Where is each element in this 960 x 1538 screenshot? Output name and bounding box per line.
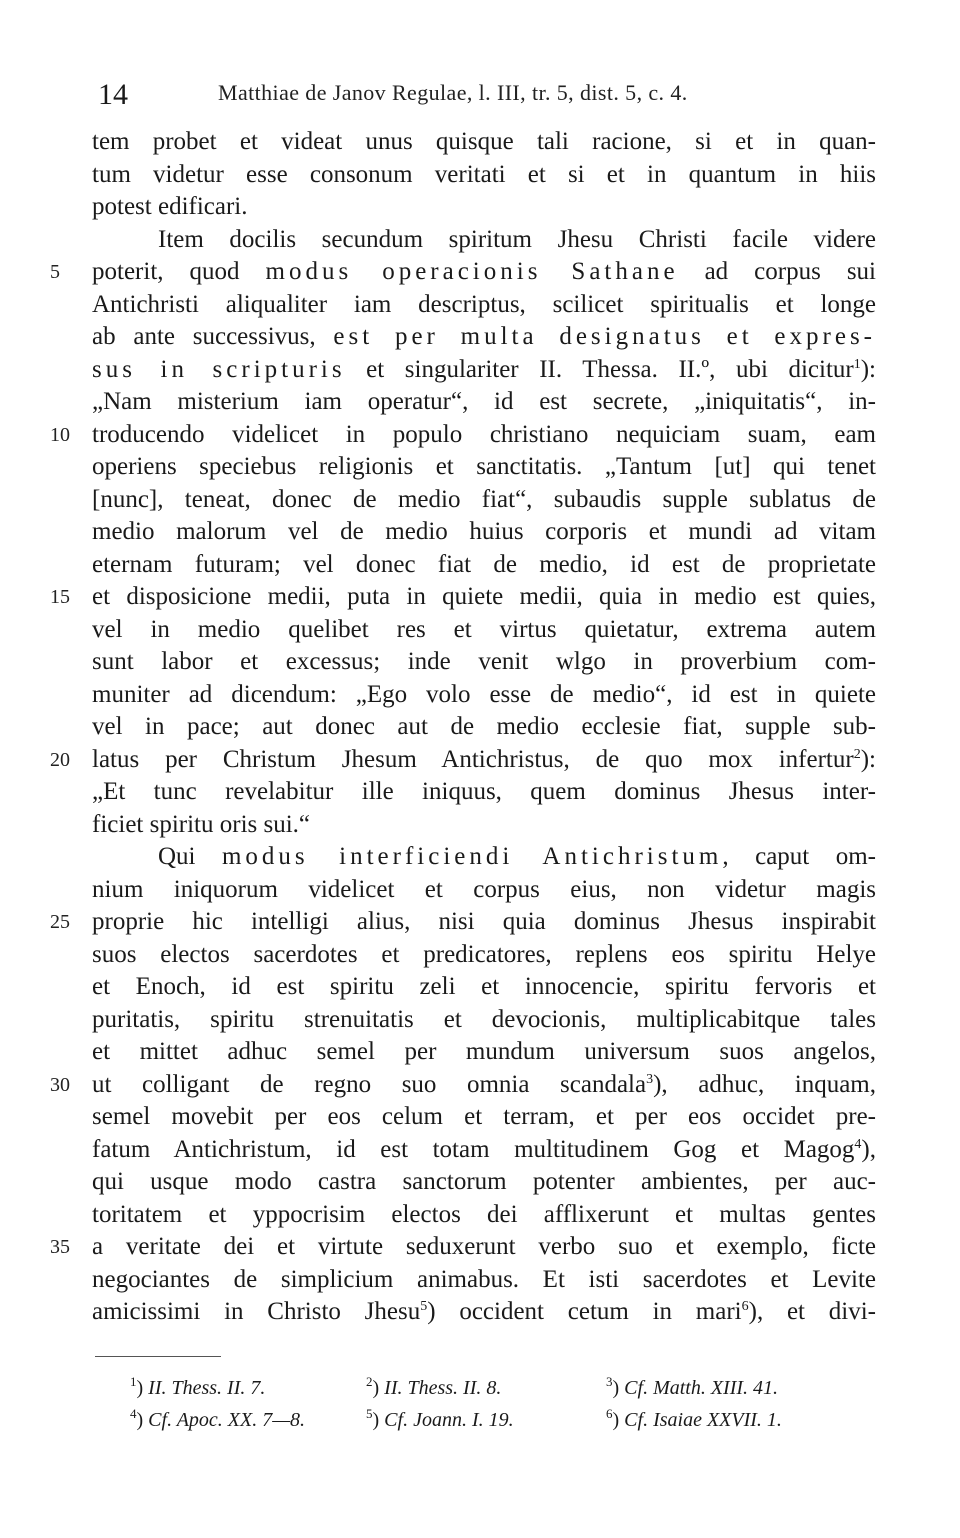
text-line: vel in pace; aut donec aut de medio ecclesie fiat, supple sub- — [92, 713, 876, 740]
text-line: potest edificari. — [92, 193, 248, 220]
footnote-row — [130, 1372, 870, 1404]
text-line: Item docilis secundum spiritum Jhesu Christi facile videre — [158, 225, 876, 253]
text-line: 35 a veritate dei et virtute seduxerunt verbo suo et exemplo, ficte — [92, 1231, 876, 1264]
spaced-emphasis: modus interficiendi Antichristum — [221, 843, 723, 870]
text-line: et Enoch, id est spiritu zeli et innocencie, spiritu fervoris et — [92, 973, 876, 1000]
text-line: eternam futuram; vel donec fiat de medio, id est de proprietate — [92, 550, 876, 578]
body-text — [50, 126, 876, 1329]
line-number: 30 — [50, 1073, 70, 1096]
footnote: $^4$) Cf. Apoc. XX. 7—8. — [130, 1406, 306, 1431]
footnote-row — [130, 1404, 870, 1436]
text-line: fatum Antichristum, id est totam multitudinem Gog et Magog$^4$), — [92, 1135, 876, 1163]
spaced-emphasis: sus in scripturis — [92, 355, 346, 383]
text-line: tem probet et videat unus quisque tali racione, si et in quan- — [92, 128, 876, 155]
footnote: $^3$) Cf. Matth. XIII. 41. — [606, 1374, 779, 1399]
text-line: sus in scripturis et singulariter II. Thessa. II.º, ubi dicitur$^1$): — [92, 355, 876, 383]
footnote: $^1$) II. Thess. II. 7. — [130, 1374, 266, 1399]
text-line: toritatem et yppocrisim electos dei afflixerunt et multas gentes — [92, 1200, 876, 1228]
text-line: puritatis, spiritu strenuitatis et devocionis, multiplicabitque tales — [92, 1005, 876, 1033]
line-number: 25 — [50, 911, 70, 933]
line-number: 20 — [50, 748, 70, 771]
page-header — [0, 74, 960, 114]
line-number: 15 — [50, 586, 70, 608]
text-line: operiens speciebus religionis et sanctitatis. „Tantum [ut] qui tenet — [92, 453, 876, 480]
footnote: $^2$) II. Thess. II. 8. — [366, 1374, 502, 1399]
text-line: nium iniquorum videlicet et corpus eius, non videtur magis — [92, 875, 876, 903]
line-number: 5 — [50, 261, 60, 283]
text-line: amicissimi in Christo Jhesu$^5$) occident cetum in mari$^6$), et divi- — [92, 1298, 876, 1325]
text-line: „Nam misterium iam operatur“, id est secrete, „iniquitatis“, in- — [92, 388, 876, 415]
footnote-ref: 3 — [646, 1071, 654, 1087]
footnote: $^6$) Cf. Isaiae XXVII. 1. — [606, 1406, 782, 1431]
text-line: sunt labor et excessus; inde venit wlgo in proverbium com- — [92, 648, 876, 675]
text-line: et mittet adhuc semel per mundum universum suos angelos, — [92, 1038, 876, 1065]
text-line: suos electos sacerdotes et predicatores, replens eos spiritu Helye — [92, 940, 876, 968]
text-line: Antichristi aliqualiter iam descriptus, scilicet spiritualis et longe — [92, 290, 876, 318]
text-line: [nunc], teneat, donec de medio fiat“, subaudis supple sublatus de — [92, 485, 876, 513]
line-number: 35 — [50, 1236, 70, 1258]
footnote-ref: 4 — [854, 1136, 862, 1152]
text-line: ab ante successivus, est per multa designatus et expres- — [92, 323, 876, 350]
text-line: „Et tunc revelabitur ille iniquus, quem dominus Jhesus inter- — [92, 778, 876, 805]
footnote: $^5$) Cf. Joann. I. 19. — [366, 1406, 514, 1431]
text-line: semel movebit per eos celum et terram, et per eos occidet pre- — [92, 1103, 876, 1130]
text-line: qui usque modo castra sanctorum potenter ambientes, per auc- — [92, 1168, 876, 1195]
footnote-ref: 2 — [853, 746, 861, 762]
footnote-ref: 5 — [420, 1299, 428, 1314]
text-line: Qui modus interficiendi Antichristum, caput om- — [158, 843, 876, 870]
spaced-emphasis: modus operacionis Sathane — [265, 258, 679, 285]
text-line: 25 proprie hic intelligi alius, nisi quia dominus Jhesus inspirabit — [92, 906, 876, 939]
text-line: 15 et disposicione medii, puta in quiete medii, quia in medio est quies, — [92, 581, 876, 614]
text-line: tum videtur esse consonum veritati et si et in quantum in hiis — [92, 160, 876, 188]
footnote-ref: 6 — [741, 1299, 749, 1314]
text-line: negociantes de simplicium animabus. Et isti sacerdotes et Levite — [92, 1265, 876, 1293]
footnotes — [130, 1372, 870, 1436]
text-line: 10 troducendo videlicet in populo christiano nequiciam suam, eam — [92, 419, 876, 452]
text-line: 30 ut colligant de regno suo omnia scandala$^3$), adhuc, inquam, — [92, 1069, 876, 1102]
text-line: vel in medio quelibet res et virtus quietatur, extrema autem — [92, 615, 876, 643]
spaced-emphasis: est per multa designatus et expres- — [333, 323, 876, 350]
line-number: 10 — [50, 423, 70, 446]
footnote-ref: 1 — [853, 356, 861, 372]
text-line: 20 latus per Christum Jhesum Antichristus, de quo mox infertur$^2$): — [92, 744, 876, 777]
text-line: medio malorum vel de medio huius corporis et mundi ad vitam — [92, 518, 876, 545]
running-head: Matthiae de Janov Regulae, l. III, tr. 5, dist. 5, c. 4. — [218, 80, 688, 105]
text-line: ficiet spiritu oris sui.“ — [92, 810, 311, 838]
text-line: 5 poterit, quod modus operacionis Sathane ad corpus sui — [92, 256, 876, 289]
text-line: muniter ad dicendum: „Ego volo esse de medio“, id est in quiete — [92, 680, 876, 708]
page-number: 14 — [98, 78, 128, 111]
footnote-divider — [95, 1356, 221, 1357]
